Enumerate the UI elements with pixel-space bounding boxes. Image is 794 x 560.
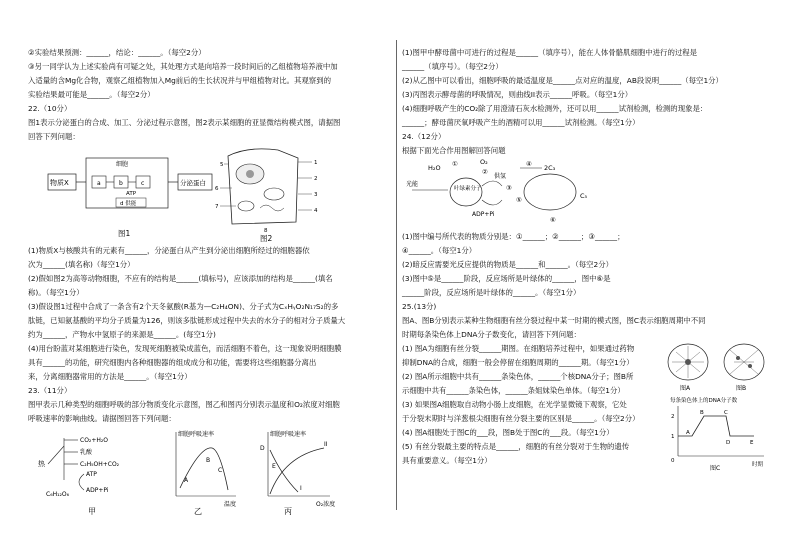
- fig1-c-label: c: [141, 180, 145, 187]
- q25-stem: 图A、图B分别表示某种生物细胞有丝分裂过程中某一时期的模式图，图C表示细胞周期中不同: [402, 316, 706, 325]
- figure-a-caption: 图A: [680, 385, 691, 392]
- figure-c-x-label: 时期: [752, 462, 764, 468]
- fig1-a-label: a: [97, 180, 101, 187]
- jia-reaction-label: CO₂+H₂O: [80, 437, 108, 444]
- jia-atp-label: ATP: [86, 471, 97, 478]
- bing-caption: 丙: [284, 507, 292, 516]
- fig2-label: 6: [215, 186, 219, 192]
- figure-bing: [260, 430, 335, 516]
- bing-curve-ii-label: II: [324, 441, 328, 448]
- ps-number-label: ④: [526, 160, 532, 168]
- bing-curve-ii: [270, 448, 324, 494]
- jia-reaction-label: C₂H₅OH+CO₂: [80, 461, 120, 468]
- fig2-label: 3: [314, 192, 318, 198]
- q22-2: (2)假如图2为高等动物细胞，不应有的结构是______(填标号)，应该添加的结构是______(填名: [28, 274, 333, 283]
- bing-y-label: 细胞呼吸速率: [270, 431, 307, 438]
- yi-point-label: B: [206, 457, 211, 464]
- figure-c-origin: 0: [671, 458, 675, 464]
- fig2-label: 1: [314, 160, 318, 166]
- yi-point-label: C: [218, 467, 223, 474]
- q25-1: (1) 图A为细胞有丝分裂______期图。在细胞培养过程中，如果通过药物: [402, 344, 635, 353]
- q23-3: (3)丙图表示酵母菌的呼吸情况，则曲线II表示______呼吸。（每空1分）: [402, 90, 633, 99]
- q22-stem: 图1表示分泌蛋白的合成、加工、分泌过程示意图，图2表示某细胞的亚显微结构模式图，请据图: [28, 118, 341, 127]
- q22-stem: 回答下列问题：: [28, 132, 80, 141]
- figure-yi: [176, 430, 236, 516]
- q23-stem: 图甲表示几种类型的细胞呼吸的部分物质变化示意图，图乙和图丙分别表示温度和O₂浓度对细胞: [28, 400, 340, 409]
- ps-chlorophyll-circle: [450, 178, 482, 206]
- figure-c-point: E: [750, 440, 754, 446]
- q21-text: 实验结果最可能是______。（每空2分）: [28, 90, 155, 99]
- q24-title: 24.（12分）: [402, 132, 446, 141]
- q24-3: ______阶段，反应场所是叶绿体的______。（每空1分）: [402, 288, 581, 297]
- figure-c-tick: 2: [671, 414, 675, 420]
- q25-3: (3) 如果图A细胞取自动物小肠上皮细胞，在光学显微镜下观察，它处: [402, 400, 627, 409]
- ps-adp-label: ADP+Pi: [472, 211, 495, 218]
- figure-c-point: C: [724, 410, 728, 416]
- q25-2: 示细胞中共有______条染色体，______条姐妹染色单体。（每空1分）: [402, 386, 625, 395]
- yi-y-label: 细胞呼吸速率: [178, 431, 215, 438]
- q22-1: 次为______(填名称)（每空1分）: [28, 260, 135, 269]
- q25-2: (2) 图A所示细胞中共有______条染色体，______个核DNA分子；图B所: [402, 372, 634, 381]
- fig2-label: 4: [314, 208, 318, 214]
- q23-1: ______（填序号）。（每空2分）: [402, 62, 503, 71]
- figure-c-tick: 1: [671, 434, 675, 440]
- figure-c-point: B: [700, 410, 704, 416]
- fig2-label: 2: [314, 176, 318, 182]
- figure-c-caption: 图C: [710, 465, 721, 472]
- left-column: [28, 0, 390, 560]
- q25-figures: [664, 338, 772, 472]
- q25-5: 具有重要意义。（每空1分）: [402, 456, 492, 465]
- column-divider: [396, 40, 397, 510]
- fig2-label: 8: [264, 228, 268, 234]
- jia-adp-label: ADP+Pi: [86, 487, 109, 494]
- q22-3: 肽链，已知氨基酸的平均分子质量为126，则该多肽链形成过程中失去的水分子的相对分子质量大: [28, 316, 346, 325]
- q25-questions: [402, 342, 664, 468]
- figure-1-diagram: [28, 144, 390, 244]
- bing-curve-i-label: I: [300, 485, 302, 492]
- fig1-caption: 图1: [118, 229, 131, 238]
- q23-2: (2)从乙图中可以看出，细胞呼吸的最适温度是______点对应的温度，AB段说明______（每空1分）: [402, 76, 723, 85]
- ps-supply-label: 供氢: [494, 173, 507, 180]
- bing-e-label: E: [272, 463, 276, 470]
- q24-1: (1)图中编号所代表的物质分别是：①______；②______；③______；: [402, 232, 625, 241]
- ps-chlorophyll-label: 叶绿素分子: [454, 186, 482, 192]
- q25-5: (5) 有丝分裂最主要的特点是______，细胞的有丝分裂对于生物的遗传: [402, 442, 630, 451]
- q25-1: 抑制DNA的合成，细胞一般会停留在细胞周期的______期。（每空1分）: [402, 358, 634, 367]
- q23-stem: 呼吸速率的影响曲线。请据图回答下列问题：: [28, 414, 176, 423]
- q24-2: (2)暗反应需要光反应提供的物质是______和______。（每空2分）: [402, 260, 614, 269]
- q22-title: 22.（10分）: [28, 104, 72, 113]
- figure-jia: [38, 437, 120, 516]
- fig2-label: 7: [215, 204, 219, 210]
- photosynthesis-figure: [402, 158, 772, 230]
- ps-o2-label: O₂: [480, 158, 488, 166]
- q22-3: 约为______，产物水中氢原子的来源是______。(每空1分): [28, 330, 216, 339]
- q22-4: 具有______的功能，研究细胞内各种细胞器的组成成分和功能，需要将这些细胞器分离出: [28, 358, 317, 367]
- q23-figures: [28, 426, 390, 522]
- q22-4: (4)用台盼蓝对某细胞进行染色，发现死细胞被染成蓝色，而活细胞不着色，这一现象说明细胞膜: [28, 344, 342, 353]
- ps-light-label: 光能: [406, 181, 419, 188]
- q25-4: (4) 图A细胞处于图C的___段，图B处于图C的___段。（每空1分）: [402, 428, 614, 437]
- ps-number-label: ①: [452, 160, 458, 168]
- q21-text: 入适量的含Mg化合物，观察乙组植物加入Mg前后的生长状况并与甲组植物对比。其观察到的: [28, 76, 331, 85]
- fig1-cell-label: 细胞: [116, 161, 129, 168]
- q22-1: (1)物质X与核酸共有的元素有______，分泌蛋白从产生到分泌出细胞所经过的细胞器依: [28, 246, 310, 255]
- figure-2-cell: [215, 149, 318, 234]
- q23-1: (1)图甲中酵母菌中可进行的过程是______（填序号），能在人体骨骼肌细胞中进行的过程是: [402, 48, 698, 57]
- yi-point-label: A: [184, 477, 189, 484]
- respiration-figures: [28, 426, 390, 522]
- jia-reaction-label: 乳酸: [80, 449, 93, 456]
- yi-x-label: 温度: [224, 501, 237, 508]
- ps-number-label: ②: [482, 168, 488, 176]
- fig1-b-label: b: [119, 180, 123, 187]
- figure-b-cell: [724, 344, 764, 392]
- q22-2: 称)。（每空1分）: [28, 288, 84, 297]
- ps-2c3-label: 2C₃: [544, 164, 556, 172]
- right-column: [402, 0, 772, 560]
- q25-title: 25.(13分): [402, 302, 437, 311]
- bing-curve-i: [270, 450, 298, 492]
- q23-4: (4)细胞呼吸产生的CO₂除了用澄清石灰水检测外，还可以用______试剂检测，检测的现象是：: [402, 104, 708, 113]
- figure-b-caption: 图B: [736, 385, 747, 392]
- ps-h2o-label: H₂O: [428, 164, 441, 172]
- q23-4: ______；酵母菌厌氧呼吸产生的酒精可以用______试剂检测。（每空1分）: [402, 118, 640, 127]
- q23-title: 23.（11分）: [28, 386, 72, 395]
- figure-c-point: D: [726, 440, 731, 446]
- figure-c-chart: [670, 396, 764, 472]
- bing-x-label: O₂浓度: [316, 501, 336, 508]
- ps-number-label: ③: [506, 184, 512, 192]
- fig1-d-label: d 供能: [120, 201, 137, 207]
- q22-3: (3)假设图1过程中合成了一条含有2个天冬氨酸(R基为—C₂H₄ON)、分子式为CₓHᵧO₂N₁₇S₂的多: [28, 302, 339, 311]
- fig1-material-label: 物质X: [50, 179, 69, 187]
- q21-result-line: ②实验结果预测：______，结论：______。（每空2分）: [28, 48, 206, 57]
- fig2-caption: 图2: [260, 234, 273, 243]
- figure-a-cell: [668, 344, 708, 392]
- fig1-atp-label: ATP: [126, 191, 137, 197]
- q24-stem: 根据下面光合作用图解回答问题: [402, 146, 506, 155]
- q22-figures: [28, 144, 390, 244]
- ps-c5-label: C₅: [580, 192, 588, 200]
- q25-stem: 时期每条染色体上DNA分子数变化，请回答下列问题：: [402, 330, 581, 339]
- q24-1: ④______。（每空1分）: [402, 246, 477, 255]
- bing-d-label: D: [260, 445, 265, 452]
- ps-number-label: ⑤: [516, 196, 522, 204]
- jia-caption: 甲: [88, 507, 96, 516]
- figure-c-point: A: [686, 430, 690, 436]
- photosynthesis-diagram: [402, 158, 772, 230]
- ps-number-label: ⑥: [550, 216, 556, 224]
- q24-3: (3)图中⑤是______阶段，反应场所是叶绿体的______，图中⑥是: [402, 274, 611, 283]
- q21-text: ③另一同学认为上述实验尚有可疑之处，其处理方式是向培养一段时间后的乙组植物培养液中加: [28, 62, 338, 71]
- jia-heat-label: 热: [38, 460, 45, 468]
- q25-3: 于分裂末期时与洋葱根尖细胞有丝分裂主要的区别是______。（每空2分）: [402, 414, 640, 423]
- q25-body: [402, 342, 772, 472]
- figure-c-title: 每条染色体上的DNA分子数: [670, 398, 738, 404]
- ps-calvin-cycle: [524, 174, 576, 210]
- fig1-output-label: 分泌蛋白: [180, 179, 206, 187]
- yi-caption: 乙: [194, 507, 202, 516]
- jia-glucose-label: C₆H₁₂O₆: [46, 491, 70, 498]
- q22-4: 来，分离细胞器常用的方法是______。（每空1分）: [28, 372, 192, 381]
- fig2-label: 5: [220, 162, 224, 168]
